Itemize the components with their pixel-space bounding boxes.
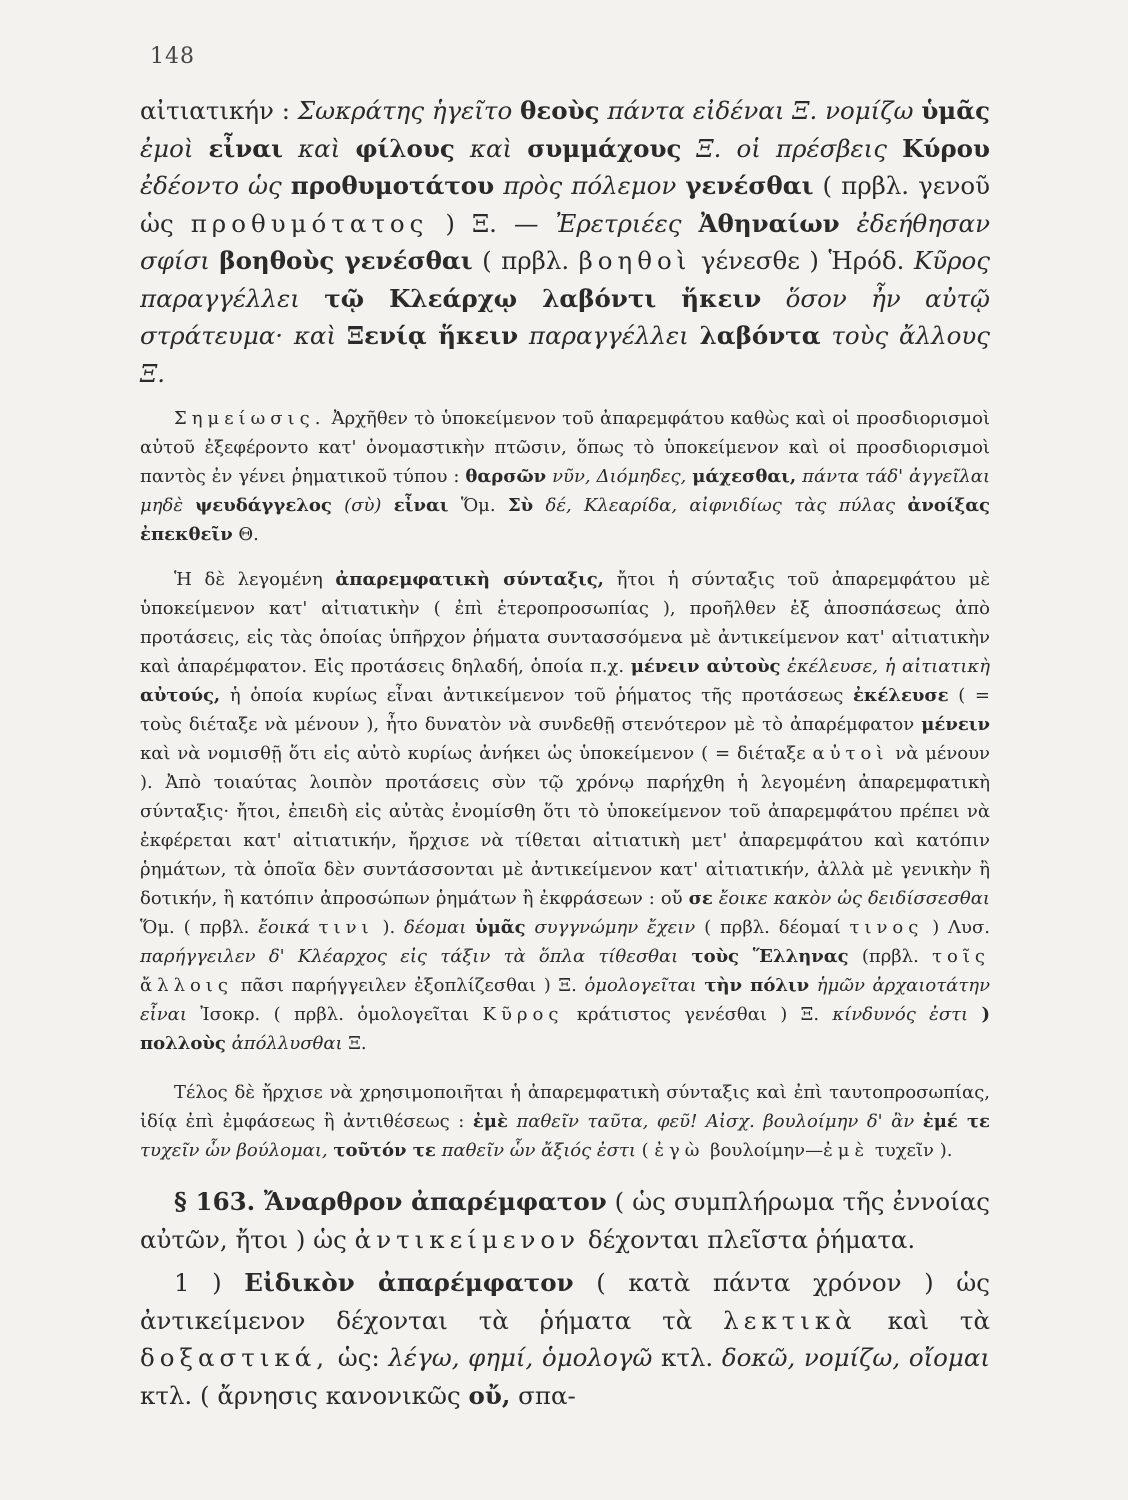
paragraph-same-subject: Τέλος δὲ ἤρχισε νὰ χρησιμοποιῆται ἡ ἀπαρεμφατικὴ σύνταξις καὶ ἐπὶ ταυτοπροσωπίας, ἰδίᾳ ἐπὶ ἐμφάσεως ἢ ἀντιθέσεως : ἐμὲ παθεῖν ταῦτα, φεῦ! Αἰσχ. βουλοίμην δ' ἂν ἐμέ τε τυχεῖν ὧν βούλομαι, τοῦτόν τε παθεῖν ὧν ἄξιός ἐστι ( ἐγὼ βουλοίμην—ἐμὲ τυχεῖν ). [140,1082,990,1161]
paragraph-examples-accusative: αἰτιατικήν : Σωκράτης ἡγεῖτο θεοὺς πάντα εἰδέναι Ξ. νομίζω ὑμᾶς ἐμοὶ εἶναι καὶ φίλους καὶ συμμάχους Ξ. οἱ πρέσβεις Κύρου ἐδέοντο ὡς προθυμοτάτου πρὸς πόλεμον γενέσθαι ( πρβλ. γενοῦ ὡς προθυμότατος ) Ξ. — Ἐρετριέες Ἀθηναίων ἐδεήθησαν σφίσι βοηθοὺς γενέσθαι ( πρβλ. βοηθοὶ γένεσθε ) Ἡρόδ. Κῦρος παραγγέλλει τῷ Κλεάρχῳ λαβόντι ἥκειν ὅσον ἦν αὐτῷ στράτευμα· καὶ Ξενίᾳ ἥκειν παραγγέλλει λαβόντα τοὺς ἄλλους Ξ. [140,96,991,388]
paragraph-infinitival-syntax: Ἡ δὲ λεγομένη ἀπαρεμφατικὴ σύνταξις, ἤτοι ἡ σύνταξις τοῦ ἀπαρεμφάτου μὲ ὑποκείμενον κατ' αἰτιατικὴν ( ἐπὶ ἑτεροπροσωπίας ), προῆλθεν ἐξ ἀποσπάσεως ἀπὸ προτάσεις, εἰς τὰς ὁποίας ὑπῆρχον ῥήματα συντασσόμενα μὲ ἀντικείμενον κατ' αἰτιατικὴν καὶ ἀπαρέμφατον. Εἰς προτάσεις δηλαδή, ὁποία π.χ. μένειν αὐτοὺς ἐκέλευσε, ἡ αἰτιατικὴ αὐτούς, ἡ ὁποία κυρίως εἶναι ἀντικείμενον τοῦ ῥήματος τῆς προτάσεως ἐκέλευσε ( = τοὺς διέταξε νὰ μένουν ), ἦτο δυνατὸν νὰ συνδεθῇ στενότερον μὲ τὸ ἀπαρέμφατον μένειν καὶ νὰ νομισθῇ ὅτι εἰς αὐτὸ κυρίως ἀνήκει ὡς ὑποκείμενον ( = διέταξε αὐτοὶ νὰ μένουν ). Ἀπὸ τοιαύτας λοιπὸν προτάσεις σὺν τῷ χρόνῳ παρήχθη ἡ λεγομένη ἀπαρεμφατικὴ σύνταξις· ἤτοι, ἐπειδὴ εἰς αὐτὰς ἐνομίσθη ὅτι τὸ ὑποκείμενον τοῦ ἀπαρεμφάτου πρέπει νὰ ἐκφέρεται κατ' αἰτιατικήν, ἤρχισε νὰ τίθεται αἰτιατικὴ μετ' ἀπαρεμφάτου καὶ κατόπιν ῥημάτων, τὰ ὁποῖα δὲν συντάσσονται μὲ ἀντικείμενον κατ' αἰτιατικήν, ἀλλὰ μὲ γενικὴν ἢ δοτικήν, ἢ κατόπιν ἀπροσώπων ῥημάτων ἢ ἐκφράσεων : οὔ σε ἔοικε κακὸν ὡς δειδίσσεσθαι Ὅμ. ( πρβλ. ἔοικά τινι ). δέομαι ὑμᾶς συγγνώμην ἔχειν ( πρβλ. δέομαί τινος ) Λυσ. παρήγγειλεν δ' Κλέαρχος εἰς τάξιν τὰ ὅπλα τίθεσθαι τοὺς Ἕλληνας (πρβλ. τοῖς ἄλλοις πᾶσι παρήγγειλεν ἐξοπλίζεσθαι ) Ξ. ὁμολογεῖται τὴν πόλιν ἡμῶν ἀρχαιοτάτην εἶναι Ἰσοκρ. ( πρβλ. ὁμολογεῖται Κῦρος κράτιστος γενέσθαι ) Ξ. κίνδυνός ἐστι ) πολλοὺς ἀπόλλυσθαι Ξ. [140,569,991,1054]
paragraph-note: Σημείωσις. Ἀρχῆθεν τὸ ὑποκείμενον τοῦ ἀπαρεμφάτου καθὼς καὶ οἱ προσδιορισμοὶ αὐτοῦ ἐξεφέροντο κατ' ὀνομαστικὴν πτῶσιν, ὅπως τὸ ὑποκείμενον καὶ οἱ προσδιορισμοὶ παντὸς ἐν γένει ῥηματικοῦ τύπου : θαρσῶν νῦν, Διόμηδες, μάχεσθαι, πάντα τάδ' ἀγγεῖλαι μηδὲ ψευδάγγελος (σὺ) εἶναι Ὅμ. Σὺ δέ, Κλεαρίδα, αἰφνιδίως τὰς πύλας ἀνοίξας ἐπεκθεῖν Θ. [140,408,991,545]
paragraph-specific-infinitive: 1 ) Εἰδικὸν ἀπαρέμφατον ( κατὰ πάντα χρόνον ) ὡς ἀντικείμενον δέχονται τὰ ῥήματα τὰ λεκτικὰ καὶ τὰ δοξαστικά, ὡς: λέγω, φημί, ὁμολογῶ κτλ. δοκῶ, νομίζω, οἴομαι κτλ. ( ἄρνησις κανονικῶς οὔ, σπα- [140,1268,991,1410]
section-163-heading: § 163. Ἄναρθρον ἀπαρέμφατον ( ὡς συμπλήρωμα τῆς ἐννοίας αὐτῶν, ἤτοι ) ὡς ἀντικείμενον δέχονται πλεῖστα ῥήματα. [140,1187,991,1254]
page-number: 148 [150,44,195,69]
page-body [140,92,990,1414]
